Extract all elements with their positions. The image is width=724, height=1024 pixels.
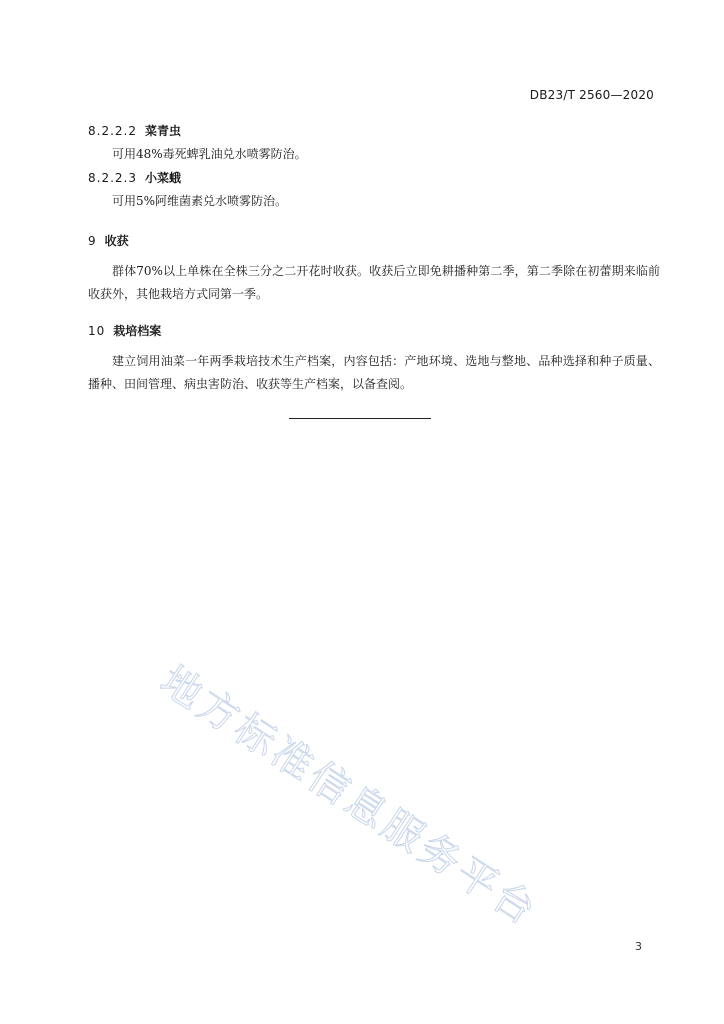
section-heading-9 — [88, 232, 129, 249]
section-heading-10 — [88, 322, 161, 339]
page-number: 3 — [635, 940, 642, 953]
section-text-10: 建立饲用油菜一年两季栽培技术生产档案，内容包括：产地环境、选地与整地、品种选择和种子质量、播种、田间管理、病虫害防治、收获等生产档案，以备查阅。 — [88, 354, 660, 391]
section-title: 小菜蛾 — [144, 171, 181, 185]
end-of-document-rule — [289, 418, 431, 419]
section-heading-8-2-2-3 — [88, 169, 181, 186]
section-text-8-2-2-2: 可用48%毒死蜱乳油兑水喷雾防治。 — [112, 147, 307, 161]
section-number: 8.2.2.3 — [88, 171, 137, 185]
watermark: 地方标准信息服务平台 — [152, 657, 547, 936]
document-code: DB23/T 2560—2020 — [529, 88, 654, 102]
section-title: 菜青虫 — [144, 124, 181, 138]
section-number: 9 — [88, 234, 97, 248]
section-heading-8-2-2-2 — [88, 122, 181, 139]
section-title: 栽培档案 — [113, 324, 162, 338]
section-text-8-2-2-3: 可用5%阿维菌素兑水喷雾防治。 — [112, 194, 288, 208]
section-number: 8.2.2.2 — [88, 124, 137, 138]
section-title: 收获 — [104, 234, 129, 248]
section-text-9: 群体70%以上单株在全株三分之二开花时收获。收获后立即免耕播种第二季，第二季除在初蕾期来临前收获外，其他栽培方式同第一季。 — [88, 264, 660, 301]
section-number: 10 — [88, 324, 106, 338]
